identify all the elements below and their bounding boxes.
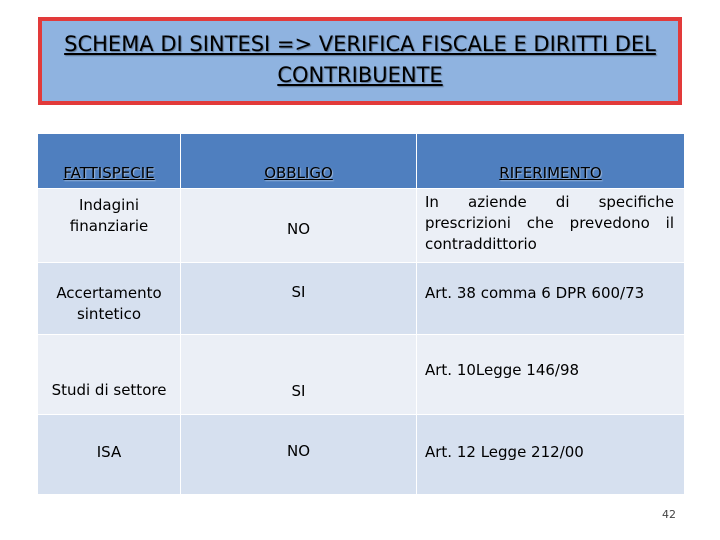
- cell-fattispecie: ISA: [96, 443, 122, 461]
- cell-riferimento: In aziende di specifiche prescrizioni che prevedono il contraddittorio: [416, 188, 684, 262]
- slide-title-box: [38, 17, 682, 105]
- cell-fattispecie: Indagini finanziarie: [69, 196, 149, 235]
- table-header-row: [38, 134, 684, 188]
- cell-fattispecie: Studi di settore: [51, 381, 167, 399]
- header-obbligo: OBBLIGO: [180, 134, 416, 188]
- row-divider: [38, 188, 684, 189]
- row-divider: [38, 262, 684, 263]
- header-riferimento: RIFERIMENTO: [416, 134, 684, 188]
- header-fattispecie: FATTISPECIE: [63, 164, 155, 182]
- cell-obbligo: NO: [180, 188, 416, 262]
- cell-obbligo: SI: [180, 262, 416, 334]
- table-row: [38, 334, 684, 414]
- row-divider: [38, 334, 684, 335]
- table-row: [38, 414, 684, 494]
- page-number: 42: [662, 508, 676, 521]
- cell-riferimento: Art. 12 Legge 212/00: [416, 414, 684, 494]
- cell-obbligo: NO: [180, 414, 416, 494]
- table-row: [38, 188, 684, 262]
- table-row: [38, 262, 684, 334]
- cell-riferimento: Art. 38 comma 6 DPR 600/73: [416, 262, 684, 334]
- cell-fattispecie: Accertamento sintetico: [56, 284, 162, 323]
- slide-title-line-1: SCHEMA DI SINTESI => VERIFICA FISCALE E DIRITTI DEL: [64, 32, 656, 56]
- cell-obbligo: SI: [180, 334, 416, 414]
- slide-title: [42, 29, 678, 91]
- row-divider: [38, 414, 684, 415]
- slide-title-line-2: CONTRIBUENTE: [277, 63, 443, 87]
- cell-riferimento: Art. 10Legge 146/98: [416, 334, 684, 414]
